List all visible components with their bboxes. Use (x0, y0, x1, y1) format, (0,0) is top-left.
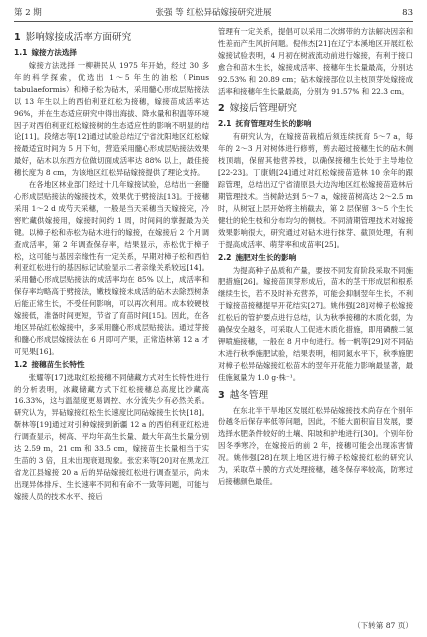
running-title: 张强 等 红松异砧嫁接研究进展 (155, 8, 272, 18)
section-1-heading (14, 29, 209, 46)
page-number: 83 (402, 8, 413, 18)
paragraph: 嫁接方法选择 一柳耕民从 1975 年开始，经过 30 多年的科学探索，优选出 1～5 年生的油松（Pinus tabulaeformis）和樟子松为砧木，采用髓心形成层贴接法以 13 年生以上的西伯利亚红松为接穗，嫁接苗成活率达 96%，并在生态适应研究中得出海拔、降水量和积温等环境因子对西伯利亚红松嫁接树的生态适应性的影响不明显的结论[11]。段绪志等[12]通过试验总结辽宁省沈阳地区红松嫁接最适宜时间为 5 月下旬，营造采用髓心形成层贴接法效果最好，砧木以东西方位做切面成活率达 88% 以上，最佳接穗长度为 8 cm，为该地区红松异砧嫁接提供了理论支持。 (14, 61, 209, 178)
paragraph: 为提高种子品质和产量，要按不同发育阶段采取不同施肥措施[26]。嫁接苗顶芽形成后，苗木的茎干形成层和根系继续生长，若不及时补充营养，可能会抑制翌年生长，不利于嫁接苗接穗提早开花结实[27]。姚伟强[28]对樟子松嫁接红松后的管护要点进行总结，认为秋季接穗的木质化弱，为确保安全越冬，可采取人工促进木质化措施，即用磷酸二氢钾喷施接穗，一般在 8 月中旬进行。杨一帆等[29]对不同砧木进行秋季施肥试验，结果表明，相同氮水平下，秋季施肥对樟子松异砧嫁接红松苗木的翌年开花能力影响最显著，最佳施氮量为 1.0 g·株⁻¹。 (218, 265, 413, 382)
section-2-heading (218, 100, 413, 117)
header-rule (14, 21, 413, 22)
subsection-1-1-heading (14, 47, 209, 59)
subsection-title: 嫁接方法选择 (31, 48, 78, 57)
paragraph: 有研究认为，在嫁接苗栽植后须连续抚育 5～7 a，每年的 2～3 月对树体进行修剪，剪去超过接穗生长的砧木侧枝顶端，保留其他营养枝，以确保接穗生长处于主导地位[22-23]。丁康娟[24]通过对红松嫁接苗造林 10 余年的跟踪管理，总结出辽宁省清原县大边沟地区红松嫁接苗造林后期管理技术。当树龄达到 5～7 a，嫁接苗树高达 2～2.5 m 时，从树冠上层开始将主梢截去，第 2 层保留 3～5 个生长健壮的轮生枝和分布均匀的侧枝。不同清期管理技术对嫁接效果影响很大，研究通过对砧木进行抹芽、截顶处理，有利于提高成活率、萌芽率和成苗率[25]。 (218, 132, 413, 249)
subsection-number: 1.1 (14, 48, 28, 57)
subsection-number: 2.1 (218, 119, 232, 129)
paragraph: 在东北半干旱地区发展红松异砧嫁接技术尚存在个别年份越冬后保存率低等问题，因此，不能大面积盲目发展，要选择水肥条件较好的土壤、阳坡和护地进行[30]。个别年份因冬季寒冷，在嫁接后的前 2 年，接穗可能会出现冻害情况。姚伟强[28]在坝上地区进行樟子松嫁接红松的研究认为，采取草＋膜的方式处理接穗，越冬保存率较高，防寒过后接穗颜色最佳。 (218, 405, 413, 486)
left-column (14, 26, 209, 630)
section-title: 越冬管理 (229, 389, 269, 401)
section-title: 嫁接后管理研究 (229, 103, 297, 115)
subsection-1-2-heading (14, 359, 209, 371)
section-number: 3 (218, 389, 225, 401)
section-title: 影响嫁接成活率方面研究 (25, 32, 132, 43)
paragraph: 管理有一定关系，提倡可以采用二次绑带的方法解决因亲和性差而产生风折问题。倪伟杰[21]在辽宁本溪地区开展红松嫁接试验表明，4 月初在树液流动前进行嫁接，有利于接口愈合和苗木生长，嫁接成活率、接穗年生长量最高，分别达 92.53% 和 20.89 cm；砧木嫁接部位以主枝顶芽处嫁接成活率和接穗年生长量最高，分别为 91.57% 和 22.3 cm。 (218, 27, 413, 96)
continued-note: （下转第 87 页） (352, 621, 413, 630)
page-header (14, 6, 413, 20)
section-number: 1 (14, 32, 21, 43)
subsection-number: 2.2 (218, 252, 232, 262)
subsection-title: 接穗苗生长特性 (31, 359, 85, 369)
section-3-heading (218, 387, 413, 404)
subsection-title: 抚育管理对生长的影响 (235, 119, 312, 129)
subsection-number: 1.2 (14, 359, 28, 369)
subsection-2-2-heading (218, 252, 413, 264)
issue-label: 第 2 期 (14, 8, 42, 18)
paragraph: 张耀等[17]选取红松接穗不同储藏方式对生长特性进行的分析表明，冰藏储藏方式下红松接穗总高度比沙藏高 16.33%，这与温湿度更易调控、水分流失少有必然关系。研究认为，异砧嫁接红松生长速度比同砧嫁接生长快[18]。靳林等[19]通过对引种嫁接到新疆 12 a 的西伯利亚红松进行调查显示，树高、平均年高生长量、最大年高生长量分别达 2.59 m，21 cm 和 33.5 cm，嫁接苗生长量相当于实生苗的 3 倍，且未出现衰退现象。张宏来等[20]对在黑龙江省龙江县嫁接 20 a 后的异砧嫁接红松进行调查显示，尚未出现异体排斥、生长速率不同和有命不一致等问题，可能与嫁接人员的技术水平、接后 (14, 372, 209, 501)
paragraph: 在各地区林业部门经过十几年嫁接试验，总结出一套髓心形成层贴接法的嫁接技术，效果优于劈接法[13]。于接穗采用 1～2 d 成芍天采穗，一般是当天采穗当天嫁接完，冷窖贮藏供嫁接用，嫁接时间约 1 周，时间间的掌握最为关键。以樟子松和赤松为砧木进行的嫁接，在嫁接后 2 个月调查成活率，第 2 年调查保存率，结果显示，赤松优于樟子松，这可能与基因亲缘性有一定关系，早期对樟子松和西伯利亚红松进行的基因标记试验显示二者亲缘关系较远[14]。采用髓心形成层贴接法的成活率均在 85% 以上，成活率和保存率均略高于劈接法，嫩枝嫁接未成活的砧木去除烈树条后能正常生长，不受任何影响，可以再次利用。成本较硬枝嫁接低，准备时间更短，节省了育苗时间[15]。因此，在各地区异砧红松嫁接中，多采用髓心形成层贴接法。通过芽接和髓心形成层嫁接法在 6 月即可产果，正常造林第 12 a 才可见果[16]。 (14, 180, 209, 356)
subsection-title: 施肥对生长的影响 (235, 252, 297, 262)
subsection-2-1-heading (218, 118, 413, 130)
right-column (218, 26, 413, 616)
section-number: 2 (218, 103, 225, 115)
